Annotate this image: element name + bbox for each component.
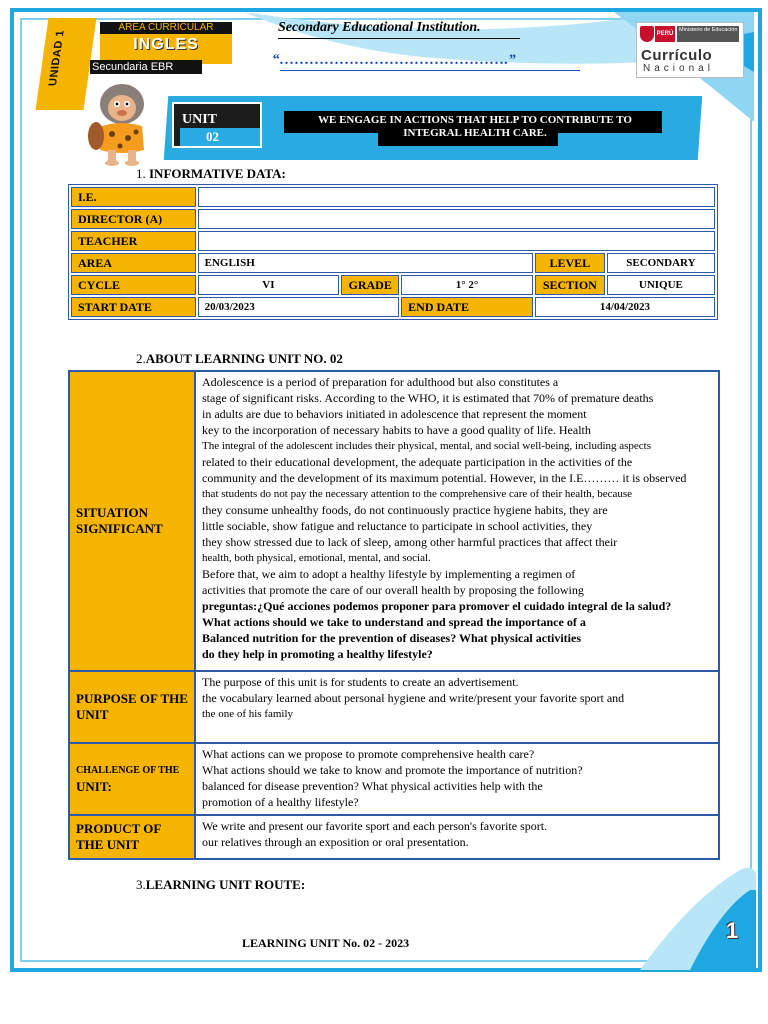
level-label: LEVEL: [535, 253, 605, 273]
challenge-text: [195, 743, 719, 815]
bottom-swoosh-decoration: [600, 860, 760, 970]
section-value: UNIQUE: [607, 275, 715, 295]
section-1-heading: [136, 166, 286, 182]
start-date-label: START DATE: [71, 297, 196, 317]
logo-nacional: Nacional: [643, 63, 714, 74]
area-label: AREA: [71, 253, 196, 273]
table-row: [69, 815, 719, 859]
unit-word: UNIT: [182, 112, 218, 127]
unit-tag-text: UNIDAD 1: [46, 30, 67, 86]
unit-number: 02: [180, 128, 260, 146]
situation-line: in adults are due to behaviors initiated in adolescence that represent the moment: [202, 407, 587, 421]
situation-line: that students do not pay the necessary attention to the comprehensive care of their health, because: [202, 488, 633, 500]
teacher-label: TEACHER: [71, 231, 196, 251]
product-line: our relatives through an exposition or oral presentation.: [202, 835, 469, 849]
institution-title: Secondary Educational Institution.: [278, 20, 481, 35]
learning-unit-table: [68, 370, 720, 860]
start-date-value: 20/03/2023: [198, 297, 400, 317]
area-badge-label: ÁREA CURRICULAR: [100, 22, 232, 34]
section-2-heading: [136, 351, 343, 367]
challenge-line: What actions should we take to know and promote the importance of nutrition?: [202, 763, 583, 777]
challenge-label: [69, 743, 195, 815]
situation-label: SITUATION SIGNIFICANT: [69, 371, 195, 671]
institution-blank-underline: [280, 70, 580, 71]
product-text: [195, 815, 719, 859]
purpose-line: the vocabulary learned about personal hygiene and write/present your favorite sport and: [202, 691, 625, 705]
table-row: [69, 743, 719, 815]
table-row: [71, 187, 715, 207]
situation-line: The integral of the adolescent includes their physical, mental, and social well-being, including aspects: [202, 440, 652, 452]
minedu-logo: [636, 22, 744, 78]
grade-label: GRADE: [341, 275, 399, 295]
challenge-line: balanced for disease prevention? What physical activities help with the: [202, 779, 543, 793]
situation-line: do they help in promoting a healthy lifestyle?: [202, 647, 433, 661]
situation-line: preguntas:¿Qué acciones podemos proponer para promover el cuidado integral de la salud?: [202, 599, 672, 613]
situation-line: key to the incorporation of necessary habits to have a good quality of life. Health: [202, 423, 591, 437]
table-row: [71, 209, 715, 229]
situation-line: Adolescence is a period of preparation for adulthood but also constitutes a: [202, 375, 559, 389]
cycle-value: VI: [198, 275, 340, 295]
situation-line: Before that, we aim to adopt a healthy lifestyle by implementing a regimen of: [202, 567, 576, 581]
grade-value: 1° 2°: [401, 275, 533, 295]
area-value: ENGLISH: [198, 253, 533, 273]
cycle-label: CYCLE: [71, 275, 196, 295]
situation-line: What actions should we take to understand and spread the importance of a: [202, 615, 586, 629]
ie-value: [198, 187, 715, 207]
institution-name-blank: “……………………………………….”: [272, 52, 516, 68]
level-tag: Secundaria EBR: [90, 60, 202, 74]
challenge-label-top: CHALLENGE OF THE: [76, 765, 180, 776]
director-label: DIRECTOR (A): [71, 209, 196, 229]
section-1-number: 1.: [136, 166, 149, 181]
unit-title: WE ENGAGE IN ACTIONS THAT HELP TO CONTRIBUTE TO INTEGRAL HEALTH CARE.: [317, 114, 632, 139]
situation-line: related to their educational development, the adequate participation in the activities of the: [202, 455, 633, 469]
peru-shield-icon: [640, 26, 654, 42]
logo-ministry: Ministerio de Educación: [677, 26, 739, 42]
situation-line: activities that promote the care of our overall health by proposing the following: [202, 583, 584, 597]
logo-curriculo: Currículo: [641, 47, 713, 64]
challenge-line: What actions can we propose to promote comprehensive health care?: [202, 747, 535, 761]
purpose-line: The purpose of this unit is for students to create an advertisement.: [202, 675, 519, 689]
director-value: [198, 209, 715, 229]
ie-label: I.E.: [71, 187, 196, 207]
teacher-value: [198, 231, 715, 251]
challenge-line: promotion of a healthy lifestyle?: [202, 795, 359, 809]
page-number: 1: [726, 918, 739, 943]
purpose-text: [195, 671, 719, 743]
table-row: [71, 275, 715, 295]
situation-line: community and the development of its maximum potential. However, in the I.E……… it is observed: [202, 471, 687, 485]
caveman-mascot-icon: [82, 80, 164, 166]
product-line: We write and present our favorite sport and each person's favorite sport.: [202, 819, 548, 833]
section-2-number: 2.: [136, 351, 146, 366]
purpose-label: PURPOSE OF THE UNIT: [69, 671, 195, 743]
logo-peru: PERÚ: [655, 26, 675, 42]
section-3-title: LEARNING UNIT ROUTE:: [145, 877, 306, 892]
level-value: SECONDARY: [607, 253, 715, 273]
situation-line: Balanced nutrition for the prevention of diseases? What physical activities: [202, 631, 582, 645]
table-row: [71, 253, 715, 273]
table-row: [71, 297, 715, 317]
product-label: PRODUCT OF THE UNIT: [69, 815, 195, 859]
section-2-title: ABOUT LEARNING UNIT NO. 02: [145, 351, 343, 366]
informative-data-table: [68, 184, 718, 320]
challenge-label-bottom: UNIT:: [76, 779, 112, 794]
section-label: SECTION: [535, 275, 605, 295]
situation-text: [195, 371, 719, 671]
area-badge-name: INGLES: [133, 36, 199, 53]
institution-underline: [278, 38, 520, 39]
section-1-title: INFORMATIVE DATA:: [149, 166, 286, 181]
end-date-label: END DATE: [401, 297, 533, 317]
table-row: [71, 231, 715, 251]
end-date-value: 14/04/2023: [535, 297, 715, 317]
situation-line: little sociable, show fatigue and reluctance to participate in school activities, they: [202, 519, 593, 533]
situation-line: they show stressed due to lack of sleep, among other harmful practices that affect their: [202, 535, 618, 549]
section-3-heading: [136, 877, 305, 893]
situation-line: they consume unhealthy foods, do not continuously practice hygiene habits, they are: [202, 503, 608, 517]
table-row: [69, 371, 719, 671]
situation-line: stage of significant risks. According to the WHO, it is estimated that 70% of premature deaths: [202, 391, 654, 405]
purpose-line: the one of his family: [202, 708, 294, 720]
section-3-number: 3.: [136, 877, 146, 892]
table-row: [69, 671, 719, 743]
footer-text: LEARNING UNIT No. 02 - 2023: [242, 936, 410, 950]
situation-line: health, both physical, emotional, mental, and social.: [202, 552, 431, 564]
